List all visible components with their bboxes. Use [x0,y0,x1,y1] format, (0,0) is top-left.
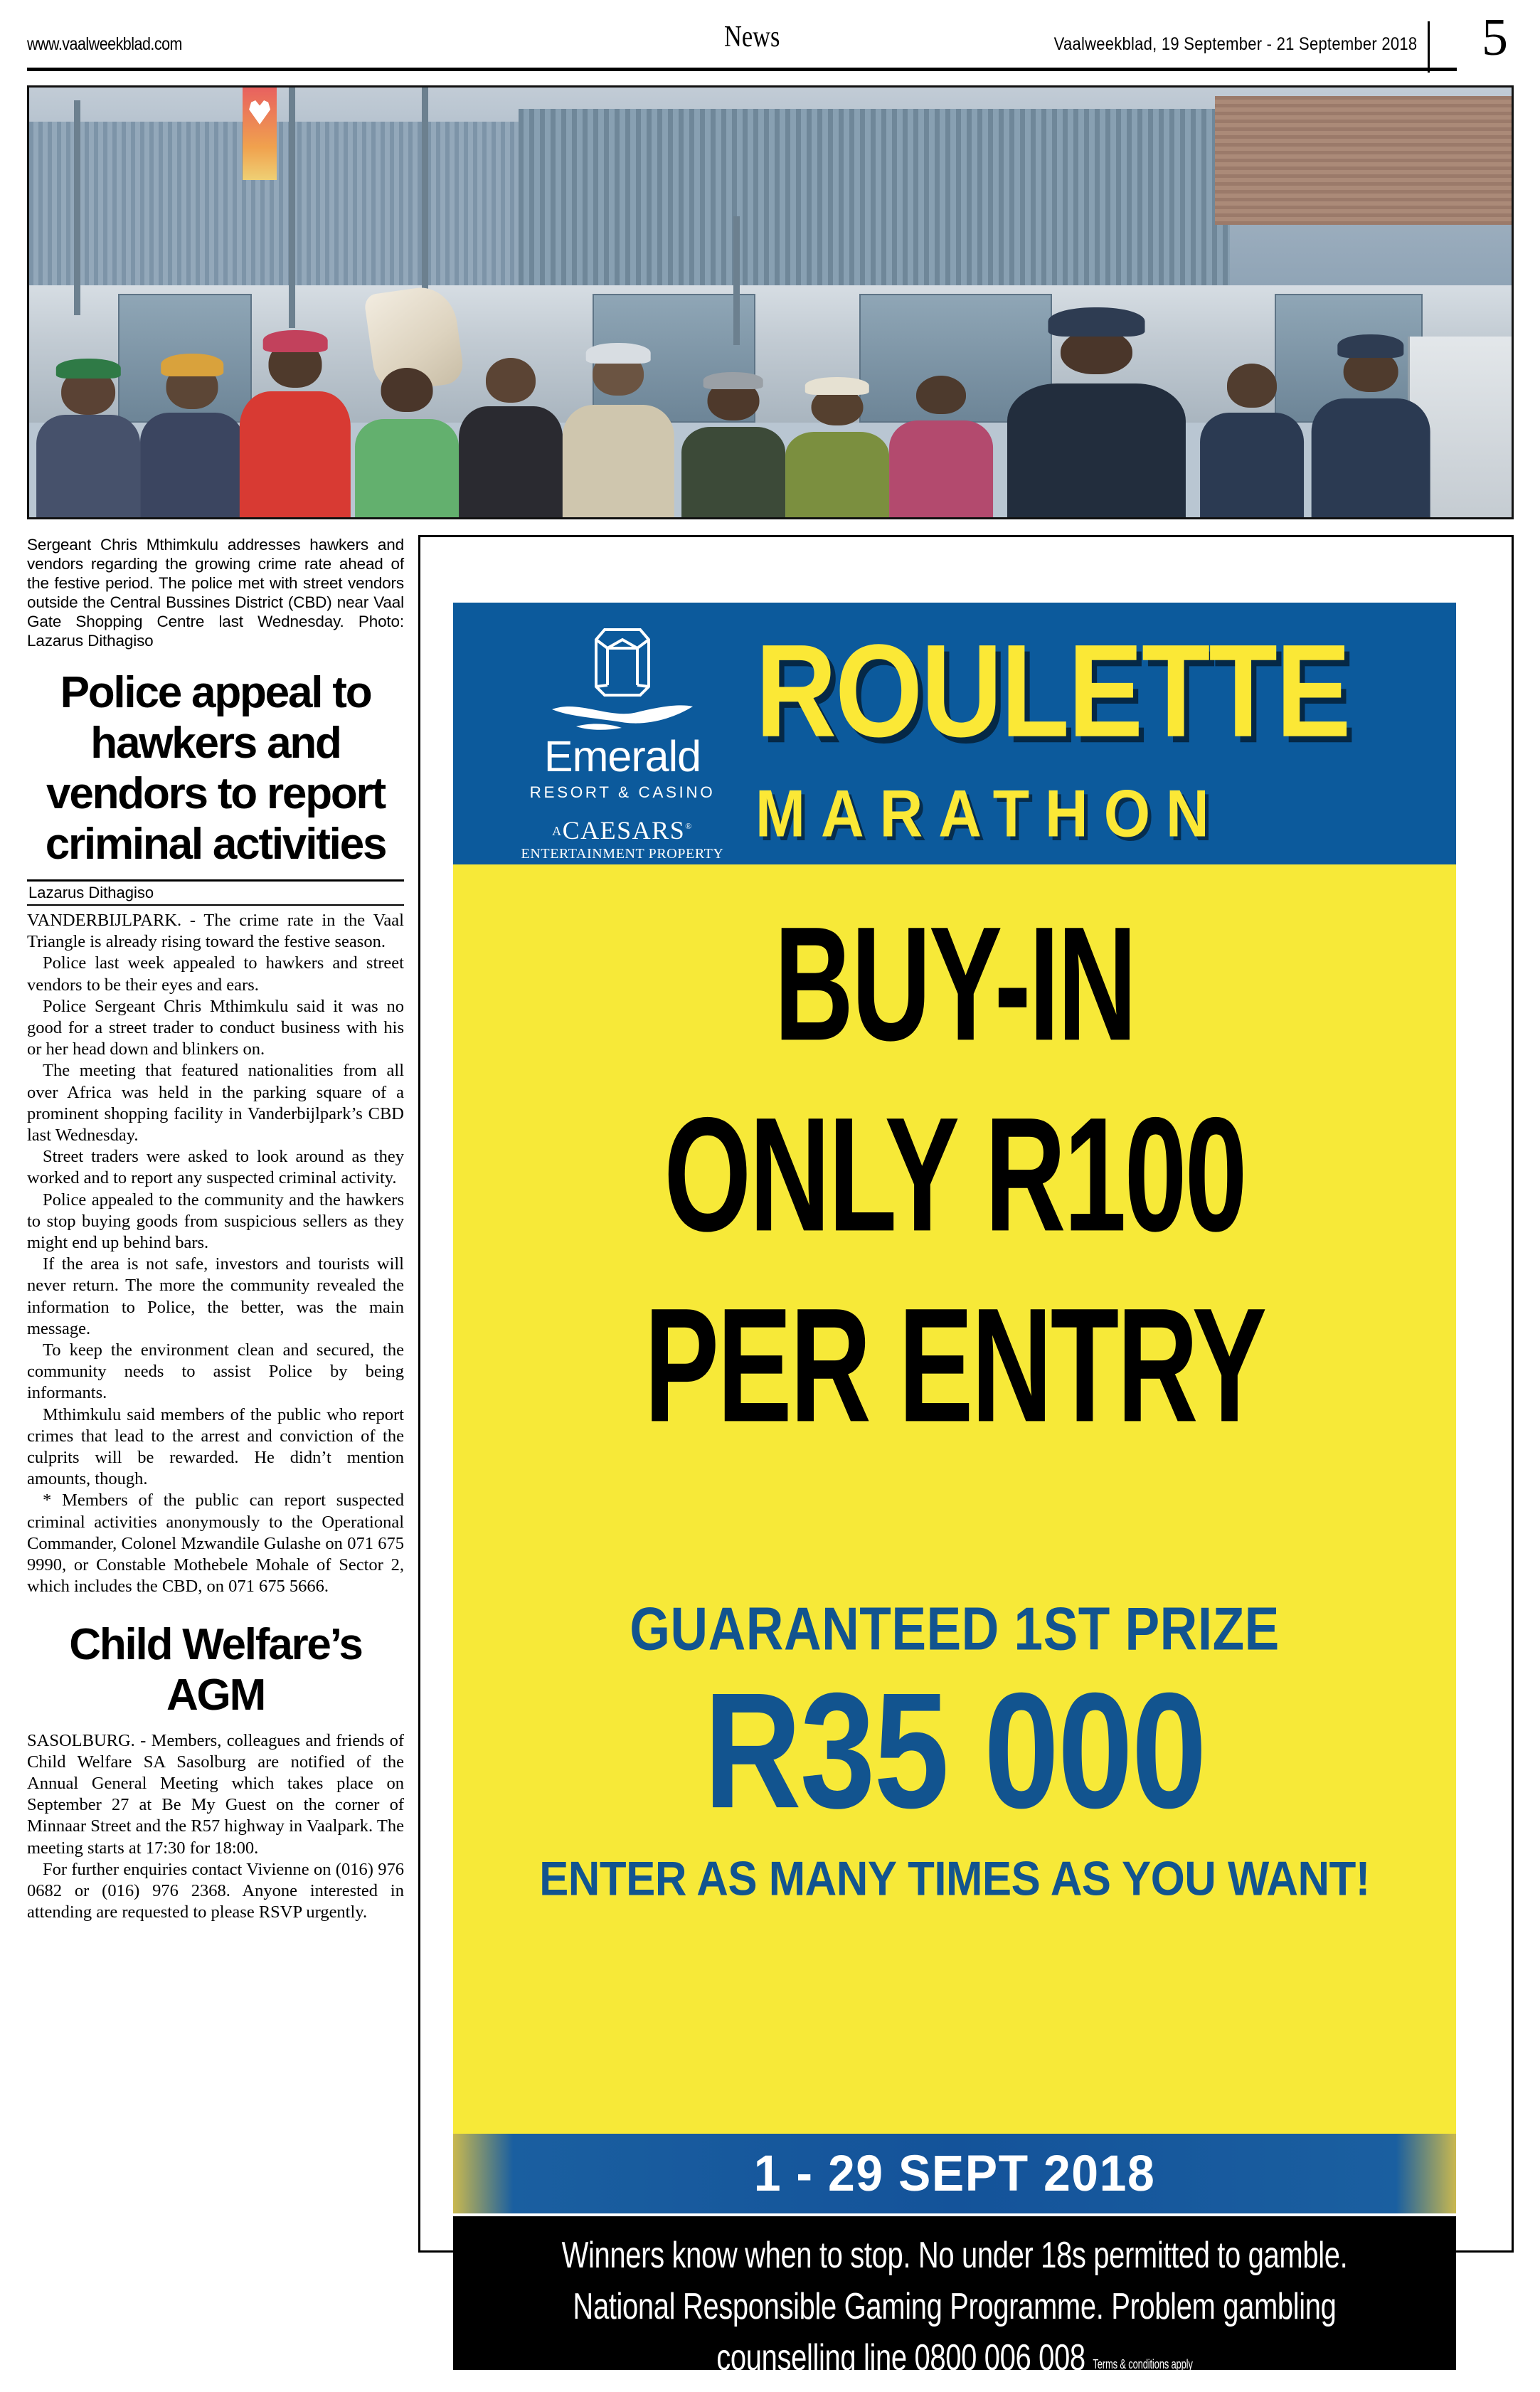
article-1-paragraph: Police appealed to the community and the hawkers to stop buying goods from suspicious sellers as they might end up behind bars. [27,1190,404,1253]
photo-officer-peaked-cap [1048,307,1145,337]
photo-street-pole-1 [74,100,80,315]
emerald-brand-subtitle: RESORT & CASINO [529,783,716,801]
prize-amount: R35 000 [703,1658,1206,1843]
page-number: 5 [1482,9,1508,67]
article-1-paragraph: Police Sergeant Chris Mthimkulu said it was no good for a street trader to conduct business with his or her head down and blinkers on. [27,996,404,1059]
photo-person-officer [1007,294,1185,517]
photo-person-cap [586,343,651,364]
photo-building-roof-center [519,109,1230,298]
photo-person [785,370,889,517]
photo-person [563,329,674,517]
photo-person-headscarf [161,354,223,376]
advertisement-header-band [453,603,1456,864]
article-2-headline: Child Welfare’s AGM [69,1619,362,1720]
photo-person [681,361,785,517]
article-1-byline: Lazarus Dithagiso [28,884,154,901]
article-1-paragraph: VANDERBIJLPARK. - The crime rate in the Vaal Triangle is already rising toward the festive season. [27,911,404,952]
offer-line-per-entry: PER ENTRY [644,1274,1265,1456]
offer-line-buyin: BUY-IN [774,892,1135,1075]
photo-person-torso [1200,413,1304,517]
photo-crowd [29,294,1512,517]
advertisement-disclaimer [453,2216,1456,2378]
emerald-gem-icon [580,624,664,702]
photo-person-torso [36,415,140,517]
photo-person [355,347,459,517]
advertisement-panel[interactable] [418,535,1514,2378]
photo-street-pole-2 [289,88,295,328]
article-1-paragraph: The meeting that featured nationalities from all over Africa was held in the parking square of a prominent shopping facility in Vanderbijlpark’s CBD last Wednesday. [27,1061,404,1145]
photo-caption: Sergeant Chris Mthimkulu addresses hawkers and vendors regarding the growing crime rate ahead of the festive period. The police met with street vendors outside the Central Bussines District (CBD) near Vaal Gate Shopping Centre last Wednesday. Photo: Lazarus Dithagiso [27,536,404,650]
article-1-headline: Police appeal to hawkers and vendors to report criminal activities [45,668,386,869]
photo-street-banner [243,88,277,180]
caesars-parent-brand [494,817,750,862]
article-1-paragraph: Street traders were asked to look around as they worked and to report any suspected criminal activity. [27,1147,404,1188]
photo-person-torso [355,419,459,517]
article-1-paragraph: Mthimkulu said members of the public who report crimes that lead to the arrest and conviction of the culprits will be rewarded. He didn’t mention amounts, though. [27,1404,404,1489]
advertisement-title-marathon: MARATHON [755,776,1225,851]
photo-person-headscarf [263,330,328,351]
left-article-column [27,535,404,1923]
terms-and-conditions: Terms & conditions apply [1093,2356,1193,2372]
photo-person-head [486,358,536,403]
photo-person-torso [681,427,785,518]
photo-person-torso [785,432,889,517]
advertisement-offer-block [453,864,1456,1456]
photo-building-brick-right [1215,96,1514,225]
photo-person-hat [56,359,120,379]
photo-person-torso [459,406,563,517]
photo-person [459,339,563,517]
masthead-rule [27,68,1457,71]
photo-person [240,321,351,517]
caesars-subtitle: ENTERTAINMENT PROPERTY [521,845,724,862]
article-1-body [27,910,404,1598]
caesars-trademark: ® [685,821,693,831]
photo-officer-uniform [1312,398,1430,517]
photo-person [889,356,993,517]
photo-person-head [1227,364,1277,407]
photo-person [36,352,140,517]
advertisement-date-banner [453,2134,1456,2213]
caesars-prefix: A [552,824,563,838]
advertisement-date-range: 1 - 29 SEPT 2018 [753,2145,1156,2202]
advertisement-prize-block [453,1595,1456,1906]
disclaimer-line-2: National Responsible Gaming Programme. Problem gambling [573,2286,1337,2327]
photo-person-hat [805,377,869,395]
byline-rule-bottom [27,904,404,906]
photo-person-officer [1312,325,1430,517]
advertisement-title-block [755,617,1443,851]
photo-officer-uniform [1007,383,1185,517]
article-2-paragraph: For further enquiries contact Vivienne on (016) 976 0682 or (016) 976 2368. Anyone interested in attending are requested to please RSVP urgently. [27,1859,404,1922]
masthead-section-title: News [724,21,780,53]
photo-person-torso [140,413,244,517]
prize-label: GUARANTEED 1ST PRIZE [630,1595,1280,1663]
offer-line-price: ONLY R100 [664,1083,1246,1266]
disclaimer-line-3: counselling line 0800 006 008 [716,2337,1085,2378]
article-2-body [27,1730,404,1924]
news-photograph [27,85,1514,519]
disclaimer-line-1: Winners know when to stop. No under 18s permitted to gamble. [561,2235,1348,2276]
page-masthead [27,9,1514,67]
photo-person [1200,343,1304,517]
photo-person-torso [240,391,351,517]
photo-person-cap [703,372,764,389]
article-1-paragraph: To keep the environment clean and secured, the community needs to assist Police by being informants. [27,1340,404,1403]
emerald-brand-name: Emerald [543,732,701,780]
photo-officer-peaked-cap [1337,334,1403,357]
photo-person-head [916,376,966,414]
article-1-paragraph: * Members of the public can report suspected criminal activities anonymously to the Operational Commander, Colonel Mzwandile Gulashe on 071 675 9990, or Constable Mothebele Mohale of Sector 2, which includes the CBD, on 071 675 5666. [27,1491,404,1597]
emerald-casino-logo [494,624,750,862]
masthead-website-url[interactable]: www.vaalweekblad.com [27,34,182,54]
caesars-name: CAESARS [562,816,686,845]
photo-building-roof-left [29,122,533,294]
photo-officer-head [1061,329,1132,374]
emerald-waves-icon [548,698,697,732]
advertisement-title-roulette: ROULETTE [755,617,1350,765]
article-2-paragraph: SASOLBURG. - Members, colleagues and friends of Child Welfare SA Sasolburg are notified of the Annual General Meeting which takes place on September 27 at Be My Guest on the corner of Minnaar Street and the R57 highway in Vaalpark. The meeting starts at 17:30 for 18:00. [27,1730,404,1858]
photo-person-torso [889,420,993,517]
article-1-paragraph: If the area is not safe, investors and tourists will never return. The more the community revealed the information to Police, the better, was the main message. [27,1254,404,1338]
article-1-paragraph: Police last week appealed to hawkers and street vendors to be their eyes and ears. [27,953,404,995]
prize-entry-note: ENTER AS MANY TIMES AS YOU WANT! [539,1851,1370,1906]
photo-person [140,343,244,517]
disclaimer-text [488,2216,1420,2390]
masthead-divider [1428,21,1430,73]
masthead-publication-date: Vaalweekblad, 19 September - 21 September 2018 [1053,34,1417,54]
photo-person-torso [563,405,674,517]
photo-person-head [381,368,433,412]
advertisement-canvas [453,603,1456,2213]
